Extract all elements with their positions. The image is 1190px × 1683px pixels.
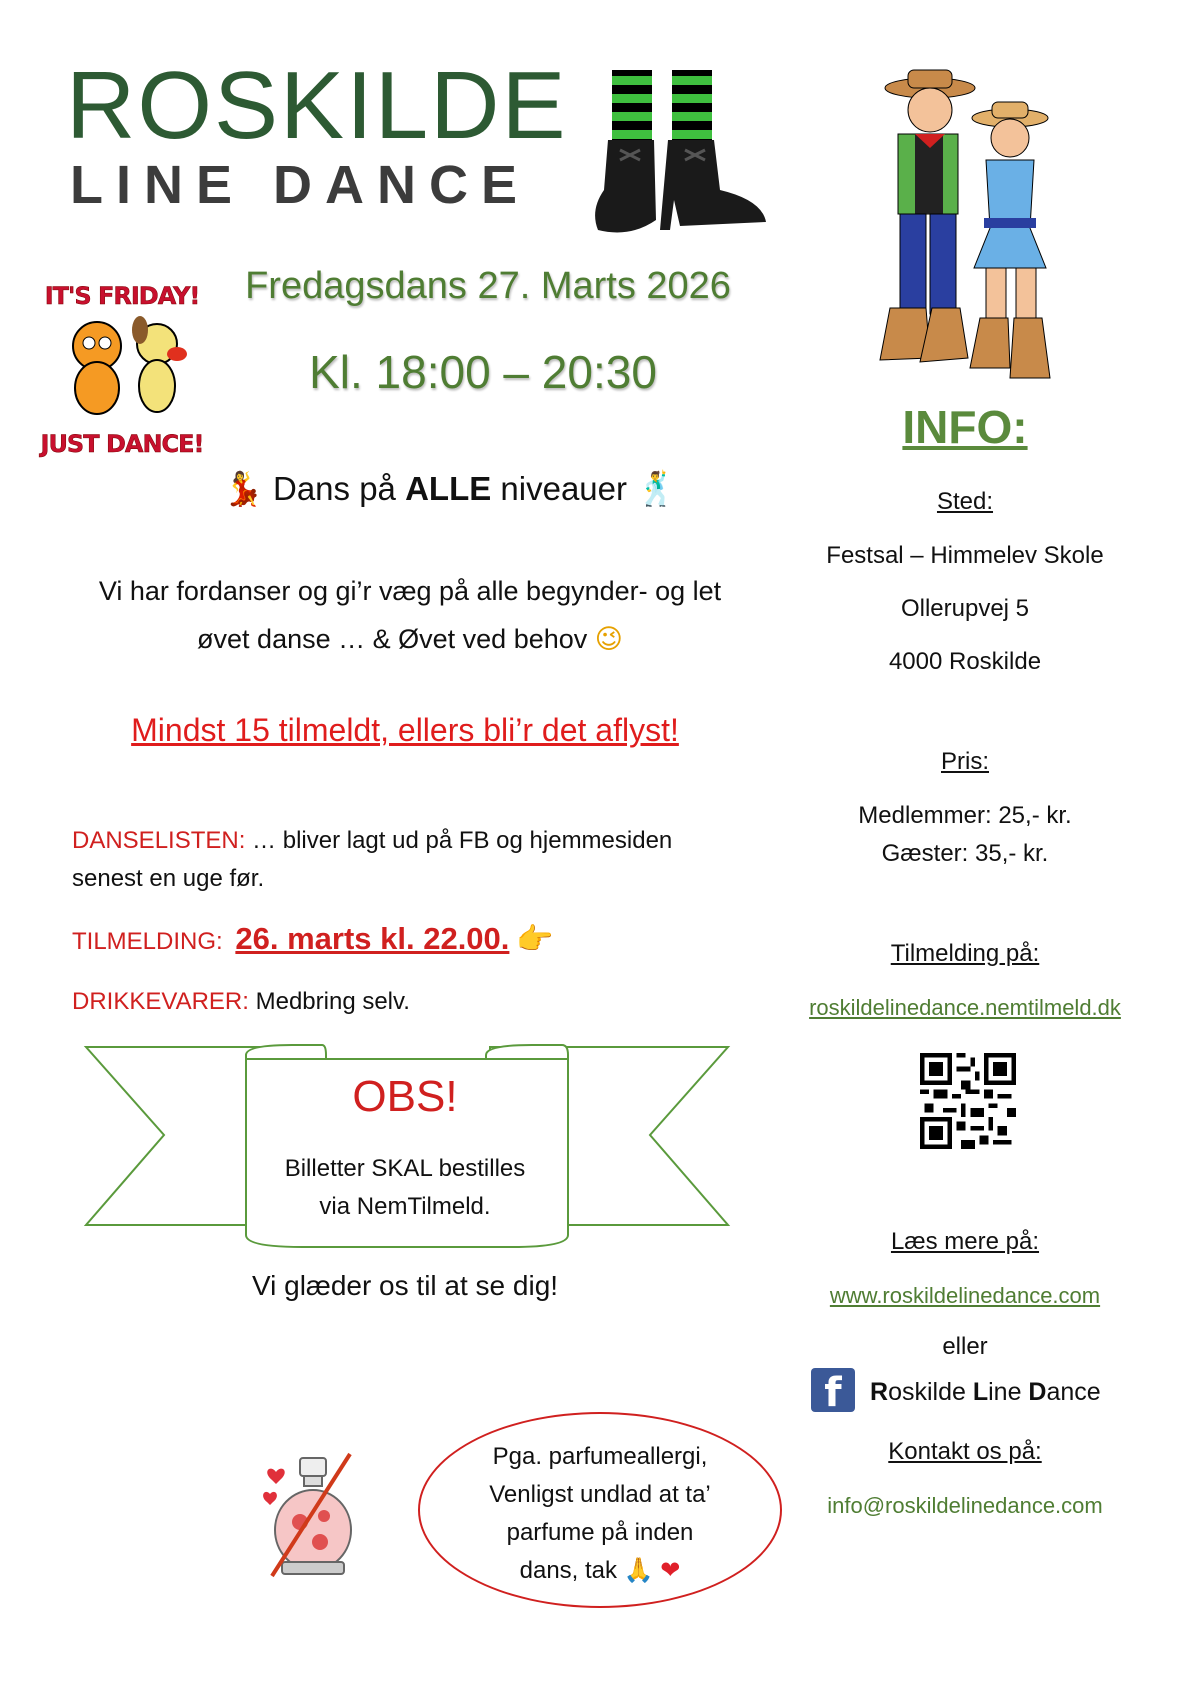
tilmelding-date: 26. marts kl. 22.00. — [235, 921, 510, 956]
eller-text: eller — [942, 1333, 988, 1360]
facebook-page-name[interactable] — [870, 1378, 1130, 1407]
perfume-line-3: parfume på inden — [506, 1519, 694, 1546]
fb-name-rest-2: ine — [988, 1378, 1029, 1406]
logo-roskilde: ROSKILDE — [66, 52, 568, 159]
fb-name-d: D — [1028, 1378, 1047, 1406]
obs-line-2: via NemTilmeld. — [319, 1193, 491, 1220]
laes-mere-label: Læs mere på: — [890, 1228, 1040, 1255]
kontakt-label: Kontakt os på: — [888, 1438, 1042, 1465]
levels-bold: ALLE — [405, 470, 492, 507]
dancer-emoji-icon: 💃 — [222, 470, 264, 507]
qr-code-icon[interactable] — [920, 1053, 1016, 1149]
praying-hands-icon: 🙏 — [623, 1557, 654, 1584]
levels-line — [160, 470, 740, 509]
warning-text: Mindst 15 tilmeldt, ellers bli’r det aflyst! — [131, 712, 679, 748]
email-link[interactable]: info@roskildelinedance.com — [827, 1493, 1103, 1518]
event-time: Kl. 18:00 – 20:30 — [309, 346, 657, 398]
heart-icon: ❤ — [660, 1557, 681, 1584]
cartoon-dancers-icon — [52, 316, 202, 426]
fb-name-rest-1: oskilde — [888, 1378, 973, 1406]
fb-name-l: L — [972, 1378, 989, 1406]
pris-label: Pris: — [941, 748, 989, 775]
cowboy-couple-icon — [860, 68, 1070, 398]
boots-icon — [590, 70, 770, 240]
event-title: Fredagsdans 27. Marts 2026 — [245, 265, 731, 307]
levels-before: Dans på — [272, 470, 406, 507]
tilmelding-label: TILMELDING: — [72, 928, 223, 955]
obs-title: OBS! — [352, 1072, 458, 1121]
drikkevarer-block — [72, 983, 712, 1021]
drikkevarer-label: DRIKKEVARER: — [72, 988, 249, 1015]
man-dancing-emoji-icon: 🕺 — [636, 470, 678, 507]
tilmelding-link[interactable]: roskildelinedance.nemtilmeld.dk — [809, 995, 1121, 1020]
tilmelding-pa-label: Tilmelding på: — [890, 940, 1040, 967]
sted-line-1: Festsal – Himmelev Skole — [826, 542, 1104, 569]
intro-text: Vi har fordanser og gi’r væg på alle begynder- og let øvet danse … & Øvet ved behov — [98, 576, 722, 654]
badge-bottom-text: JUST DANCE! — [40, 430, 204, 458]
intro-paragraph — [70, 567, 750, 663]
info-heading: INFO: — [902, 401, 1028, 453]
its-friday-badge — [32, 282, 212, 472]
obs-text — [245, 1150, 565, 1226]
tilmelding-block — [72, 920, 712, 961]
wink-emoji-icon: 😉 — [594, 624, 623, 654]
perfume-line-4 — [450, 1552, 750, 1590]
danselisten-text: … bliver lagt ud på FB og hjemmesiden senest en uge før. — [72, 827, 673, 892]
levels-after: niveauer — [491, 470, 628, 507]
pris-line-1: Medlemmer: 25,- kr. — [858, 802, 1072, 829]
pris-line-2: Gæster: 35,- kr. — [881, 840, 1049, 867]
pointing-hand-emoji-icon: 👉 — [516, 923, 554, 956]
sted-label: Sted: — [936, 488, 994, 515]
perfume-line-2: Venligst undlad at ta’ — [489, 1481, 711, 1508]
perfume-notice-text — [450, 1438, 750, 1590]
goodbye-text: Vi glæder os til at se dig! — [251, 1270, 559, 1301]
perfume-line-1: Pga. parfumeallergi, — [492, 1443, 708, 1470]
fb-name-r: R — [870, 1378, 889, 1406]
perfume-line-4-text: dans, tak — [519, 1557, 618, 1584]
sted-line-2: Ollerupvej 5 — [900, 595, 1030, 622]
perfume-no-icon — [262, 1450, 362, 1580]
badge-top-text: IT'S FRIDAY! — [44, 282, 200, 310]
fb-name-rest-3: ance — [1046, 1378, 1101, 1406]
danselisten-label: DANSELISTEN: — [72, 827, 246, 854]
sted-line-3: 4000 Roskilde — [888, 648, 1042, 675]
danselisten-block — [72, 822, 712, 898]
website-link[interactable]: www.roskildelinedance.com — [829, 1283, 1101, 1308]
facebook-icon[interactable]: f — [811, 1368, 855, 1412]
drikkevarer-text: Medbring selv. — [248, 988, 410, 1015]
obs-line-1: Billetter SKAL bestilles — [284, 1155, 526, 1182]
logo-line-dance: LINE DANCE — [70, 155, 531, 215]
